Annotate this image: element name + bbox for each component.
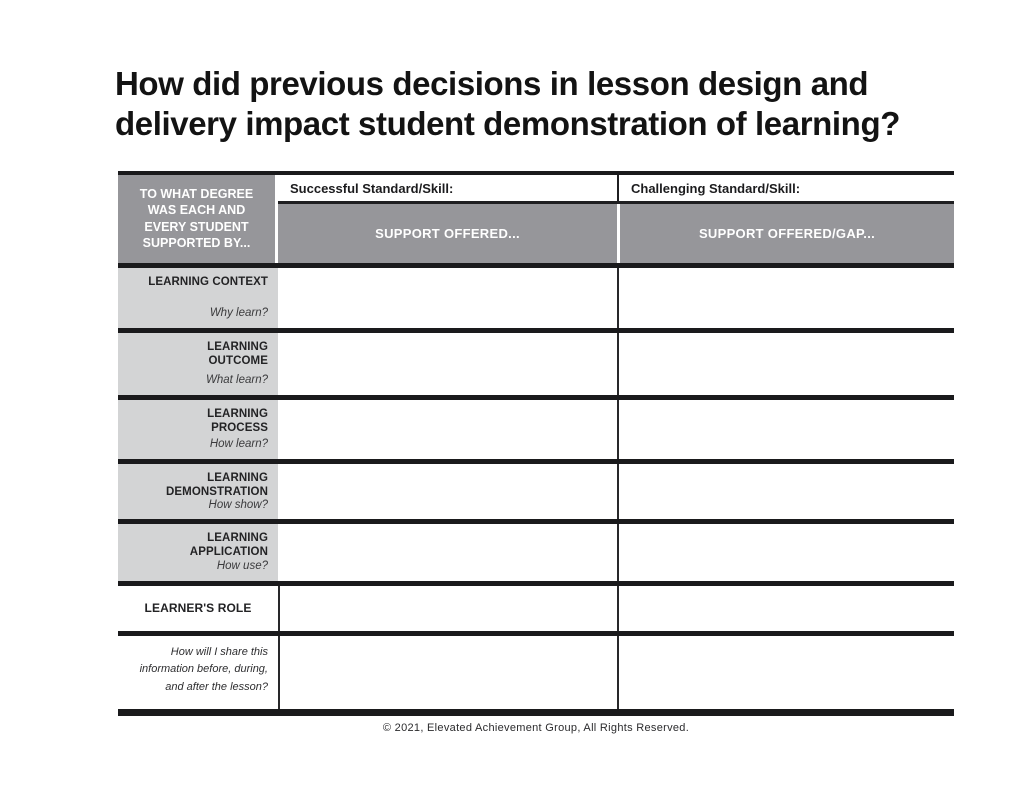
row-label-cell bbox=[118, 400, 278, 459]
row-label: LEARNING PROCESS bbox=[207, 407, 268, 434]
entry-cell-successful bbox=[278, 586, 617, 631]
row-label-cell bbox=[118, 524, 278, 581]
row-label: LEARNER'S ROLE bbox=[144, 600, 252, 615]
row-label-cell bbox=[118, 464, 278, 519]
table-row-learners-role bbox=[118, 581, 954, 631]
entry-cell-successful bbox=[278, 636, 617, 709]
row-label-cell bbox=[118, 333, 278, 395]
title-line-2: delivery impact student demonstration of learning? bbox=[115, 105, 900, 143]
row-label-cell bbox=[118, 636, 278, 709]
table-header bbox=[118, 175, 954, 263]
row-question: Why learn? bbox=[209, 306, 268, 319]
table-row-learning-demonstration bbox=[118, 459, 954, 519]
column-challenging bbox=[617, 175, 954, 263]
entry-cell-challenging bbox=[617, 586, 954, 631]
support-offered-gap-header: SUPPORT OFFERED/GAP... bbox=[617, 204, 954, 263]
entry-cell-successful bbox=[278, 333, 617, 395]
entry-cell-challenging bbox=[617, 464, 954, 519]
row-question: What learn? bbox=[205, 373, 268, 386]
challenging-standard-label: Challenging Standard/Skill: bbox=[617, 175, 954, 204]
worksheet-table bbox=[118, 171, 954, 716]
entry-cell-successful bbox=[278, 268, 617, 328]
successful-standard-label: Successful Standard/Skill: bbox=[278, 175, 617, 204]
entry-cell-successful bbox=[278, 524, 617, 581]
row-question: How will I share this information before, during, and after the lesson? bbox=[139, 645, 268, 693]
entry-cell-challenging bbox=[617, 636, 954, 709]
row-question: How learn? bbox=[209, 437, 268, 450]
entry-cell-successful bbox=[278, 400, 617, 459]
entry-cell-challenging bbox=[617, 524, 954, 581]
row-question: How show? bbox=[208, 499, 268, 512]
title-line-1: How did previous decisions in lesson design and bbox=[115, 65, 869, 102]
row-label-cell bbox=[118, 586, 278, 631]
column-successful bbox=[278, 175, 617, 263]
row-label: LEARNING OUTCOME bbox=[207, 340, 268, 367]
table-row-learning-context bbox=[118, 263, 954, 328]
row-label: LEARNING DEMONSTRATION bbox=[165, 471, 268, 498]
row-label: LEARNING APPLICATION bbox=[189, 531, 268, 558]
entry-cell-successful bbox=[278, 464, 617, 519]
entry-cell-challenging bbox=[617, 333, 954, 395]
table-row-share-information bbox=[118, 631, 954, 709]
row-question: How use? bbox=[216, 559, 268, 572]
footer-copyright: © 2021, Elevated Achievement Group, All Rights Reserved. bbox=[382, 721, 690, 734]
table-row-learning-outcome bbox=[118, 328, 954, 395]
row-label: LEARNING CONTEXT bbox=[148, 275, 268, 288]
support-offered-header: SUPPORT OFFERED... bbox=[278, 204, 617, 263]
table-row-learning-process bbox=[118, 395, 954, 459]
entry-cell-challenging bbox=[617, 268, 954, 328]
entry-cell-challenging bbox=[617, 400, 954, 459]
row-label-cell bbox=[118, 268, 278, 328]
corner-header: TO WHAT DEGREE WAS EACH AND EVERY STUDENT SUPPORTED BY... bbox=[118, 175, 278, 263]
table-row-learning-application bbox=[118, 519, 954, 581]
page-title bbox=[115, 64, 976, 145]
